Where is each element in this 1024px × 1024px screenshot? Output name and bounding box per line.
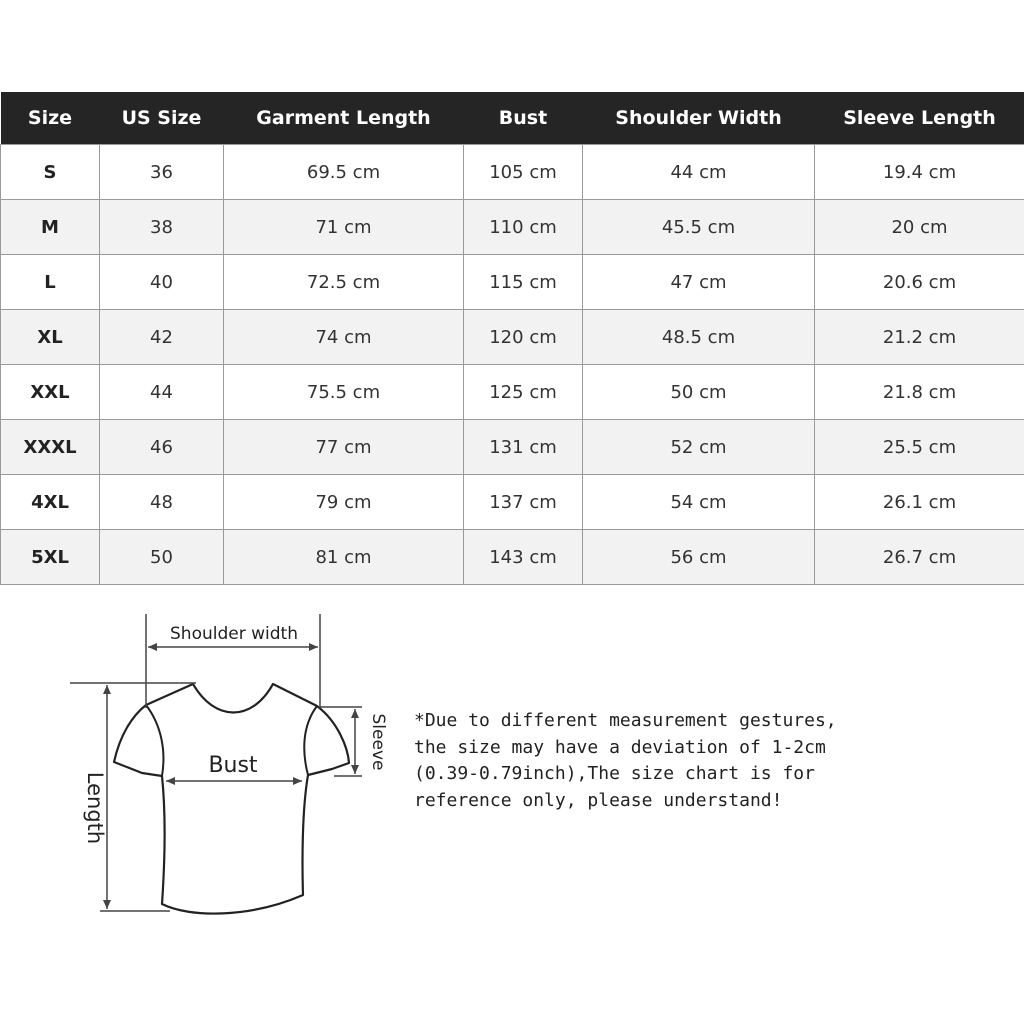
us-size-cell: 40 [100, 255, 224, 310]
bust-cell: 137 cm [464, 475, 583, 530]
us-size-cell: 42 [100, 310, 224, 365]
size-cell: XL [1, 310, 100, 365]
us-size-cell: 50 [100, 530, 224, 585]
bust-cell: 120 cm [464, 310, 583, 365]
sleeve-length-cell: 20.6 cm [815, 255, 1024, 310]
us-size-cell: 36 [100, 145, 224, 200]
header-shoulder-width: Shoulder Width [583, 92, 815, 145]
us-size-cell: 38 [100, 200, 224, 255]
header-us-size: US Size [100, 92, 224, 145]
shoulder-width-cell: 52 cm [583, 420, 815, 475]
table-row [1, 530, 1024, 585]
garment-length-cell: 72.5 cm [224, 255, 464, 310]
measurement-disclaimer-note: *Due to different measurement gestures, the size may have a deviation of 1-2cm (0.39-0.79inch),The size chart is for reference only, please understand! [414, 710, 837, 811]
sleeve-length-cell: 21.8 cm [815, 365, 1024, 420]
garment-length-cell: 71 cm [224, 200, 464, 255]
table-row [1, 200, 1024, 255]
table-row [1, 365, 1024, 420]
sleeve-length-cell: 25.5 cm [815, 420, 1024, 475]
us-size-cell: 44 [100, 365, 224, 420]
sleeve-length-cell: 26.7 cm [815, 530, 1024, 585]
size-cell: 5XL [1, 530, 100, 585]
table-row [1, 145, 1024, 200]
sleeve-label: Sleeve [368, 713, 388, 771]
sleeve-length-cell: 26.1 cm [815, 475, 1024, 530]
bust-cell: 105 cm [464, 145, 583, 200]
size-cell: XXL [1, 365, 100, 420]
garment-length-cell: 77 cm [224, 420, 464, 475]
shoulder-width-cell: 47 cm [583, 255, 815, 310]
shoulder-width-cell: 45.5 cm [583, 200, 815, 255]
bust-cell: 143 cm [464, 530, 583, 585]
sleeve-length-cell: 19.4 cm [815, 145, 1024, 200]
size-cell: M [1, 200, 100, 255]
sleeve-length-cell: 20 cm [815, 200, 1024, 255]
bust-cell: 115 cm [464, 255, 583, 310]
tshirt-outline-icon [114, 684, 349, 914]
table-row [1, 420, 1024, 475]
shoulder-width-cell: 54 cm [583, 475, 815, 530]
size-chart-table [0, 92, 1024, 585]
table-row [1, 310, 1024, 365]
header-bust: Bust [464, 92, 583, 145]
header-garment-length: Garment Length [224, 92, 464, 145]
shoulder-width-cell: 50 cm [583, 365, 815, 420]
garment-length-cell: 69.5 cm [224, 145, 464, 200]
bust-label: Bust [208, 753, 258, 778]
shoulder-width-cell: 44 cm [583, 145, 815, 200]
shoulder-width-cell: 48.5 cm [583, 310, 815, 365]
table-header-row [1, 92, 1024, 145]
shoulder-width-label: Shoulder width [170, 624, 298, 644]
size-cell: L [1, 255, 100, 310]
sleeve-length-cell: 21.2 cm [815, 310, 1024, 365]
length-label: Length [83, 771, 107, 845]
table-row [1, 255, 1024, 310]
size-cell: XXXL [1, 420, 100, 475]
us-size-cell: 46 [100, 420, 224, 475]
header-size: Size [1, 92, 100, 145]
us-size-cell: 48 [100, 475, 224, 530]
header-sleeve-length: Sleeve Length [815, 92, 1024, 145]
garment-length-cell: 75.5 cm [224, 365, 464, 420]
shoulder-width-cell: 56 cm [583, 530, 815, 585]
bust-cell: 131 cm [464, 420, 583, 475]
size-cell: 4XL [1, 475, 100, 530]
tshirt-measurement-diagram [0, 600, 420, 930]
table-row [1, 475, 1024, 530]
garment-length-cell: 81 cm [224, 530, 464, 585]
garment-length-cell: 79 cm [224, 475, 464, 530]
bust-cell: 125 cm [464, 365, 583, 420]
garment-length-cell: 74 cm [224, 310, 464, 365]
size-cell: S [1, 145, 100, 200]
bust-cell: 110 cm [464, 200, 583, 255]
